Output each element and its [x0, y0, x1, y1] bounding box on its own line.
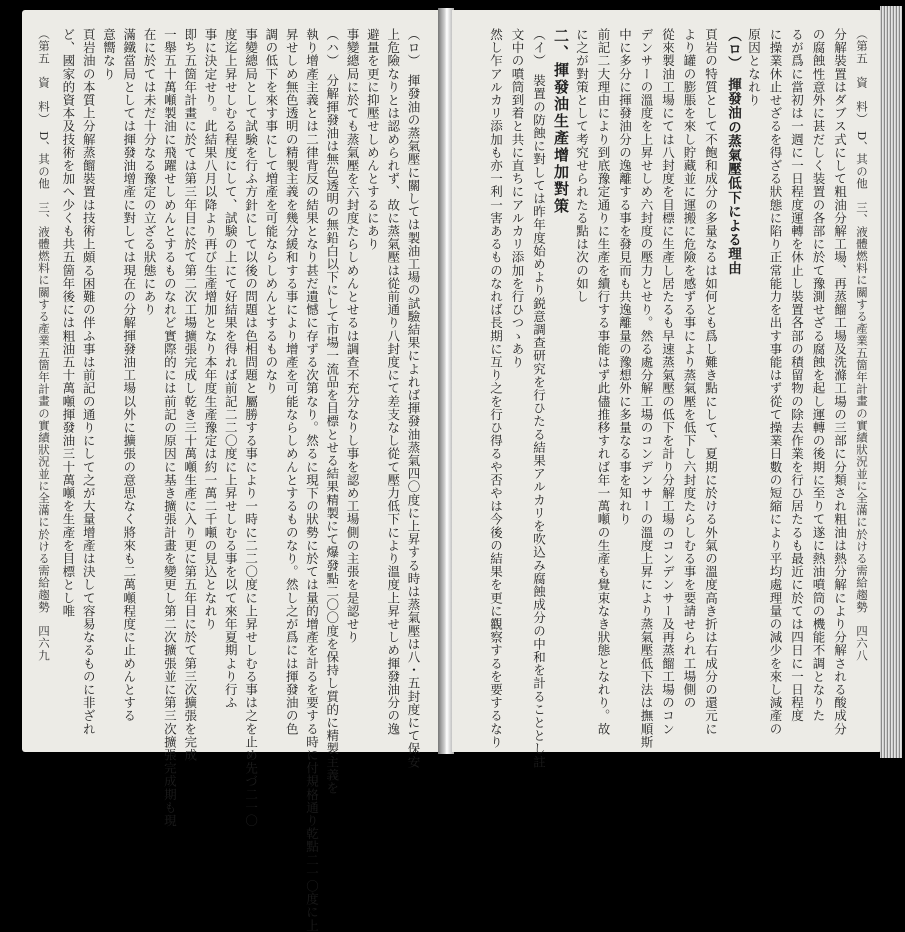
- text-line: （ハ） 分解揮發油は無色透明の無鉛白以下にして市場一流品を目標とせる結果精製にて爆發點二〇〇度を保持し質的に精製主義を: [324, 28, 340, 795]
- text-line: 意嚮なり: [101, 28, 117, 81]
- text-line: 原因となれり: [746, 28, 762, 107]
- text-line: 度迄上昇せしむる程度にして、試験の上にて好結果を得れば前記二二〇度に上昇せしむる事を以て來年夏期より行ふ: [223, 28, 239, 710]
- text-line: 然し乍アルカリ添加も亦一利一害あるものなれば長期に互り之を行ひ得るや否やは今後の結果を更に觀察するを要するなり: [488, 28, 504, 749]
- text-line: 避量を更に抑壓せしめんとするにあり: [365, 28, 381, 251]
- text-line: （ロ） 揮發油の蒸氣壓低下による理由: [725, 28, 741, 276]
- right-page: [452, 10, 882, 769]
- text-line: 事變總局として試験を行ふ方針にして以後の問題は色相問題と屬勝する事により一時に二二〇度に上昇せしむる事は之を止め先づ二一〇: [243, 28, 259, 828]
- text-line: 即ち五箇年計畫に於ては第三年目に於て第二次工場擴張完成し乾き三十萬噸生產に入り更に第五年目に於て第三次擴張を完成: [182, 28, 198, 762]
- text-line: 二、揮發油生產增加對策: [552, 28, 570, 215]
- text-line: 從來製油工場にては八封度を目標に生產し居たるも早速蒸氣壓の低下を計り分解工場のコンデンサー及再蒸餾工場のコン: [660, 28, 676, 736]
- text-line: 事に決定せり。此結果八月以降より再び生產增加となり本年度生產豫定は約一萬二千噸の見込となれり: [203, 28, 218, 631]
- text-line: 執り增產主義とは二律背反の結果となり甚だ遺憾に存ずる次第なり。然るに現下の狀勢に於ては量的增產を計るを要する時に付規格通り乾點二一〇度に上: [304, 28, 320, 932]
- text-line: 中に多分に揮發油分の逸離する事を發見而も共逸離量の豫想外に多量なる事を知れり: [617, 28, 633, 526]
- text-line: 滿鐵當局としては揮發油增產に對しては現在の分解揮發油工場以外に擴張の意思なく將來も二萬噸程度に止めんとする: [121, 28, 137, 723]
- text-line: デンサーの溫度を上昇せしめ六封度の壓力とせり。然る處分解工場のコンデンサーの溫度上昇により蒸氣壓低下法は撫順斯: [639, 28, 654, 749]
- text-line: 事變總局に於ても蒸氣壓を六封度たらしめんとせるは調查不充分なりし事を認め工場側の主張を是認せり: [345, 28, 361, 644]
- page-header: （第五 資 料） D、其の他 三、液體燃料に關する產業五箇年計畫の實績狀況並に全滿に於ける需給趨勢 四六八: [855, 28, 869, 662]
- text-line: に之が對策として考究せられたる點は次の如し: [574, 28, 590, 304]
- text-line: 在に於ては未だ十分なる豫定の立ざる狀態にあり: [142, 28, 158, 317]
- left-page: [22, 10, 440, 932]
- text-line: 調の低下を來す事にして増產を可能ならしめんとするものなり: [263, 28, 279, 395]
- text-line: 前記二大理由により到底豫定通りに生產を續行する事能はず此儘推移すれば年一萬噸の生產も覺束なき狀態となれり。故: [596, 28, 611, 736]
- page-footer: （第五 資 料） D、其の他 三、液體燃料に關する產業五箇年計畫の實績狀況並に全滿に於ける需給趨勢 四六九: [37, 28, 51, 662]
- text-line: ど、國家的資本及技術を加へ少くも共五箇年後には粗油五十萬噸揮發油三十萬噸を生產を目標とし唯: [60, 28, 76, 618]
- text-line: （イ） 裝置の防蝕に對しては昨年度始めより鋭意調查研究を行ひたる結果アルカリを吹込み腐蝕成分の中和を計ることとし註: [531, 28, 547, 769]
- page-edge-stack: [880, 6, 902, 758]
- text-line: 頁岩油の本質上分解蒸餾裝置は技術上頗る困難の伴ふ事は前記の通りにして之が大量增產は決して容易なるものに非ざれ: [81, 28, 97, 736]
- text-line: るが爲に當初は一週に一日程度運轉を休止し裝置各部の積留物の除去作業を行ひ居たるも最近に於ては四日に一日程度: [789, 28, 805, 723]
- text-line: 頁岩の特質として不飽和成分の多量なるは如何とも爲し難き點にして、夏期に於ける外氣の溫度高き折は右成分の還元に: [703, 28, 719, 736]
- text-line: に操業休止せざるを得ざる狀態に陷り正常能力を出す事能はず從て操業日數の短縮により平均處理量の減少を來し減產の: [768, 28, 783, 736]
- text-line: 分解裝置はダブス式にして粗油分解工場、再蒸餾工場及洗滌工場の三部に分類され粗油は熱分解により分解される酸成分: [832, 28, 848, 736]
- text-line: 昇せしめ無色透明の精製主義を幾分緩和する事により增產を可能ならしめんとするものなり。然し之が爲には揮發油の色: [284, 28, 300, 736]
- text-line: の腐蝕性意外に甚だしく装置の各部に於て豫測せざる腐蝕を起し運轉の後期に至りて遂に熱油噴筒の機能不調となりた: [811, 28, 826, 723]
- text-line: 上危險なりとは認められず、故に蒸氣壓は從前通り八封度にて差支なし從て壓力低下により溫度上昇せしめ揮發油分の逸: [385, 28, 401, 736]
- text-line: 一舉五十萬噸製油に飛躍せしめんとするものなれど實際的には前記の原因に基き擴張計畫を變更し第二次擴張並に第三次擴張完成期も現: [162, 28, 178, 828]
- text-line: 文中の噴筒到着と共に直ちにアルカリ添加を行ひつゝあり: [510, 28, 525, 369]
- text-line: （ロ） 揮發油の蒸氣壓に關しては製油工場の試驗結果によれば揮發油蒸氣四〇度に上昇する時は蒸氣壓は八・五封度にて保安: [406, 28, 421, 769]
- text-line: より罐の膨脹を來し貯藏並に運搬に危險を感ずる事により蒸氣壓を低下し六封度たらしむる事を要請せられ工場側の: [682, 28, 697, 710]
